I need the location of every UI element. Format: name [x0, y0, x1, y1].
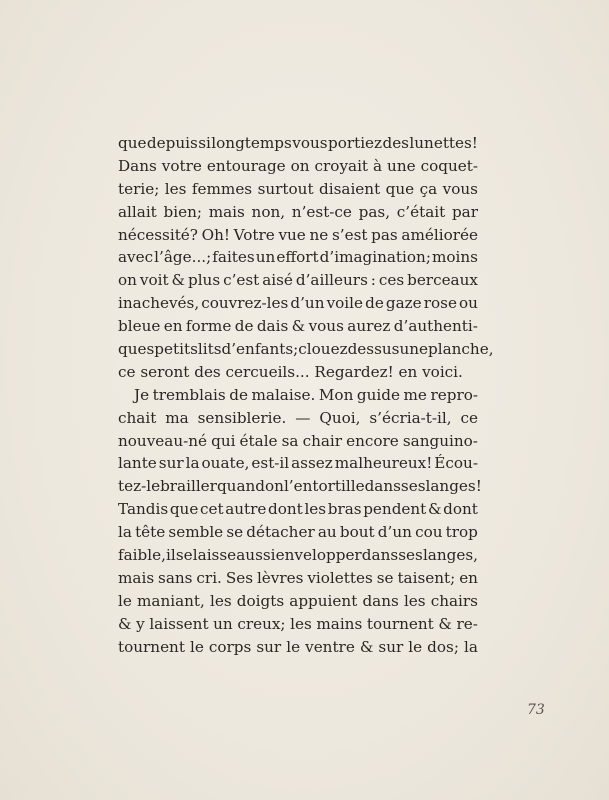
text-line: le maniant, les doigts appuient dans les chairs [118, 591, 478, 610]
text-line: mais sans cri. Ses lèvres violettes se taisent; en [118, 568, 478, 587]
text-line: avec l’âge...; faites un effort d’imagination; moins [118, 248, 478, 267]
text-line: faible, il se laisse aussi envelopper dans ses langes, [118, 546, 478, 565]
text-line: bleue en forme de dais & vous aurez d’authenti- [118, 317, 478, 336]
text-line: tournent le corps sur le ventre & sur le dos; la [118, 637, 478, 656]
page-text [118, 132, 494, 658]
text-line: lante sur la ouate, est-il assez malheureux! Écou- [118, 454, 478, 473]
text-line: Dans votre entourage on croyait à une coquet- [118, 156, 478, 175]
text-line: & y laissent un creux; les mains tournent & re- [118, 614, 478, 633]
text-line: allait bien; mais non, n’est-ce pas, c’était par [118, 202, 478, 221]
text-line: ques petits lits d’enfants; clouez dessus une planche, [118, 340, 494, 359]
text-line: Je tremblais de malaise. Mon guide me repro- [134, 385, 478, 404]
text-line: nouveau-né qui étale sa chair encore sanguino- [118, 431, 478, 450]
text-line: chait ma sensiblerie. — Quoi, s’écria-t-il, ce [118, 408, 478, 427]
text-line: que depuis si longtemps vous portiez des lunettes! [118, 134, 478, 152]
text-line: Tandis que cet autre dont les bras pendent & dont [118, 500, 478, 519]
text-line: tez-le brailler quand on l’entortille dans ses langes! [118, 477, 482, 496]
text-line: nécessité? Oh! Votre vue ne s’est pas améliorée [118, 225, 478, 244]
text-line: inachevés, couvrez-les d’un voile de gaze rose ou [118, 294, 478, 313]
text-line: on voit & plus c’est aisé d’ailleurs : ces berceaux [118, 271, 478, 290]
text-line: la tête semble se détacher au bout d’un cou trop [118, 523, 478, 542]
page-number: 73 [527, 702, 545, 718]
text-line: ce seront des cercueils... Regardez! en voici. [118, 362, 463, 381]
text-line: terie; les femmes surtout disaient que ça vous [118, 179, 478, 198]
